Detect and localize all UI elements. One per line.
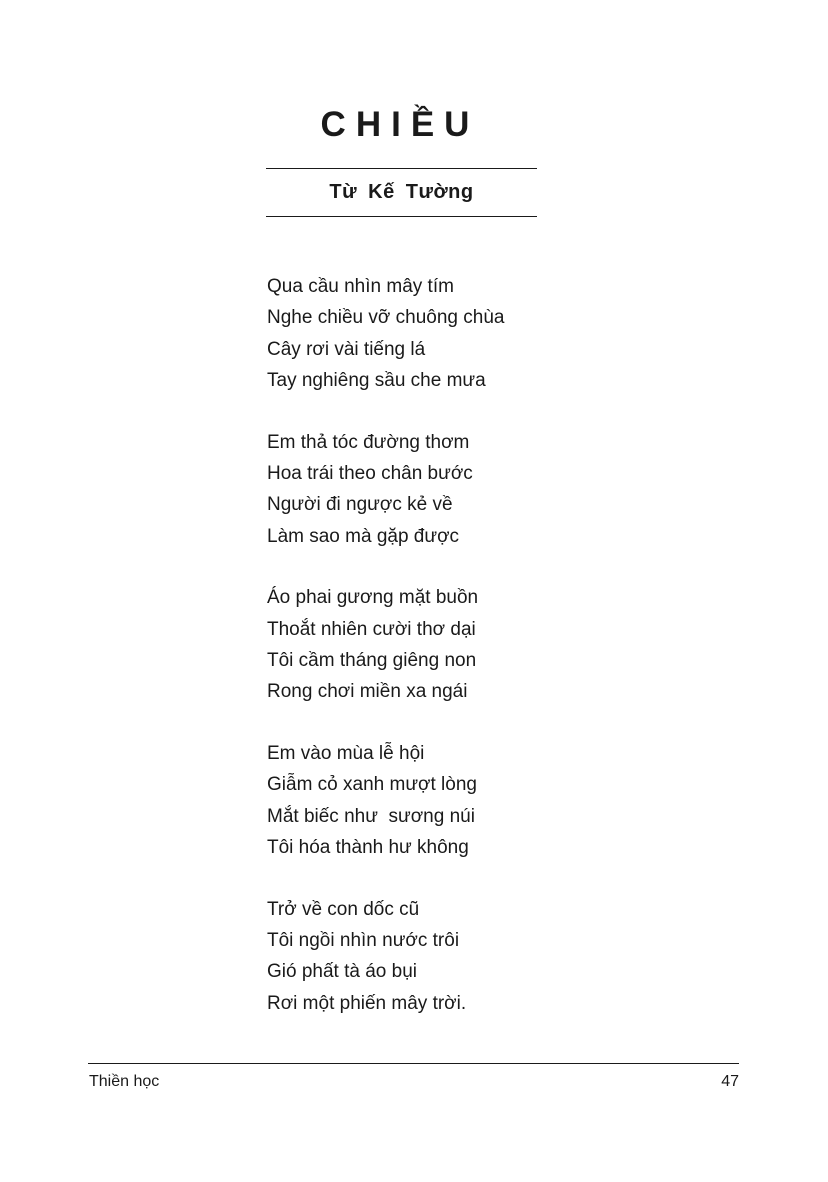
stanza — [267, 738, 587, 863]
poem-line: Tay nghiêng sầu che mưa — [267, 369, 486, 391]
poem-line: Mắt biếc như sương núi — [267, 805, 475, 827]
poem-line: Em vào mùa lễ hội — [267, 743, 425, 765]
poem-line: Thoắt nhiên cười thơ dại — [267, 618, 476, 640]
poem-title: CHIỀU — [320, 105, 480, 144]
poem-line: Rong chơi miền xa ngái — [267, 681, 468, 703]
poem-line: Em thả tóc đường thơm — [267, 431, 470, 453]
poem-line: Làm sao mà gặp được — [267, 525, 460, 547]
poem-line: Tôi hóa thành hư không — [267, 836, 469, 858]
poem-line: Gió phất tà áo bụi — [267, 961, 417, 983]
poem-line: Áo phai gương mặt buồn — [267, 587, 479, 609]
poem-line: Trở về con dốc cũ — [267, 898, 420, 920]
title-rule-top — [266, 168, 537, 169]
poem-line: Tôi cầm tháng giêng non — [267, 649, 477, 671]
poem-line: Giẫm cỏ xanh mượt lòng — [267, 774, 477, 796]
poem-line: Rơi một phiến mây trời. — [267, 992, 467, 1014]
poem-line: Cây rơi vài tiếng lá — [267, 338, 426, 360]
page-number: 47 — [721, 1073, 739, 1090]
stanza — [267, 894, 587, 1019]
poem-line: Hoa trái theo chân bước — [267, 462, 473, 484]
stanza — [267, 271, 587, 396]
footer-publication: Thiền học — [89, 1073, 160, 1090]
poem-line: Nghe chiều vỡ chuông chùa — [267, 307, 505, 329]
stanza — [267, 582, 587, 707]
poem-line: Qua cầu nhìn mây tím — [267, 276, 454, 297]
poem-body — [267, 271, 587, 1019]
title-rule-bottom — [266, 216, 537, 217]
stanza — [267, 427, 587, 552]
poem-line: Người đi ngược kẻ về — [267, 494, 453, 516]
poem-line: Tôi ngồi nhìn nước trôi — [267, 930, 460, 952]
footer-rule — [88, 1063, 739, 1064]
poem-author: Từ Kế Tường — [329, 181, 474, 203]
